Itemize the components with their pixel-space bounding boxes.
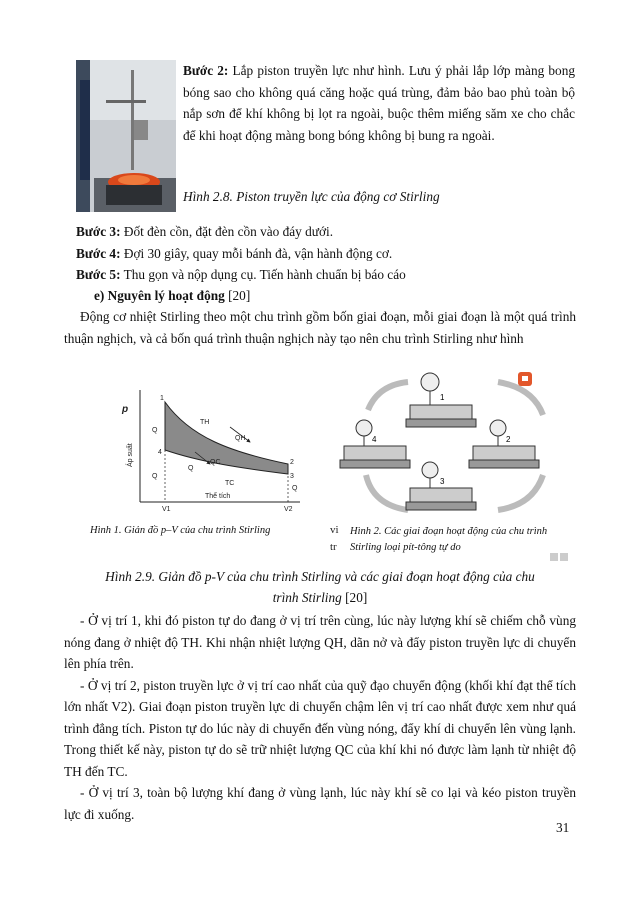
pv-point-4: 4: [158, 449, 162, 456]
caption-2-fragment-2: tr: [330, 541, 337, 553]
step-3: [76, 221, 576, 243]
pv-p-axis: p: [122, 404, 129, 415]
pv-v2: V2: [284, 506, 293, 512]
caption-1: Hình 1. Giản đồ p–V của chu trình Stirling: [90, 525, 271, 536]
pv-x-label: Thể tích: [205, 493, 231, 500]
step-4-text: Đợi 30 giây, quay mỗi bánh đà, vận hành động cơ.: [120, 245, 393, 261]
stage-4: [340, 420, 410, 468]
step-5-text: Thu gọn và nộp dụng cụ. Tiến hành chuẩn bị báo cáo: [120, 267, 406, 282]
zoom-in-icon: [560, 553, 568, 561]
step-2-text: Lắp piston truyền lực như hình. Lưu ý phải lắp lớp màng bong bóng sao cho không quá căng hoặc quá trùng, đảm bảo bao phủ toàn bộ nắp sơn để khí không bị lọt ra ngoài, buộc thêm miếng săm xe cho chắc để khi hoạt động màng bong bóng không bị bung ra ngoài.: [183, 63, 575, 143]
pv-point-2: 2: [290, 459, 294, 466]
intro-paragraph: Động cơ nhiệt Stirling theo một chu trình gồm bốn giai đoạn, mỗi giai đoạn là một quá trình thuận nghịch, và cả bốn quá trình thuận nghịch này tạo nên chu trình Stirling như hình: [64, 309, 576, 346]
step-2-paragraph: [183, 60, 575, 146]
pv-v1: V1: [162, 506, 171, 512]
section-e-ref: [20]: [224, 288, 251, 303]
body-paragraphs: [64, 610, 576, 825]
pv-q-mid: Q: [188, 465, 194, 472]
pv-q-left-bottom: Q: [152, 473, 158, 480]
figure-2-9-line-2: trình Stirling: [272, 590, 342, 605]
piston-photo: [76, 60, 176, 212]
pv-q-left-top: Q: [152, 427, 158, 434]
step-3-text: Đốt đèn cồn, đặt đèn cồn vào đáy dưới.: [120, 224, 334, 239]
pv-q-right: Q: [292, 485, 298, 492]
step-3-label: Bước 3:: [76, 224, 121, 239]
body-paragraph-1: - Ở vị trí 1, khi đó piston tự do đang ở vị trí trên cùng, lúc này lượng khí sẽ chiếm chỗ vùng nóng đang ở nhiệt độ TH. Khi nhận nhiệt lượng QH, dãn nở và đẩy piston truyền lực di chuyển lên phía trên.: [64, 613, 576, 671]
section-e-title: e) Nguyên lý hoạt động: [94, 288, 225, 303]
page-number: 31: [556, 820, 570, 835]
cycle-point-2: 2: [506, 435, 511, 444]
step-5: [76, 264, 576, 286]
figure-2-9-ref: [20]: [341, 590, 368, 605]
pv-qh: QH: [235, 435, 246, 442]
step-4-label: Bước 4:: [76, 245, 121, 261]
cycle-point-1: 1: [440, 393, 445, 402]
zoom-controls: [550, 548, 570, 556]
stage-3: [406, 462, 476, 510]
body-paragraph-3: - Ở vị trí 3, toàn bộ lượng khí đang ở vùng lạnh, lúc này khí sẽ co lại và kéo piston truyền lực đi xuống.: [64, 785, 576, 822]
cycle-point-4: 4: [372, 435, 377, 444]
steps-list: [76, 221, 576, 286]
body-paragraph-2: - Ở vị trí 2, piston truyền lực ở vị trí cao nhất của quỹ đạo chuyển động (khối khí đạt thể tích lớn nhất V2). Giai đoạn piston truyền lực di chuyển chậm lên vị trí cao nhất được xem như quá trình đẳng tích. Piston tự do lúc này di chuyển đến vùng nóng, đẩy khí di chuyển lên vùng lạnh. Trong thiết kế này, piston tự do sẽ trữ nhiệt lượng QC của khí khi nó được làm lạnh từ nhiệt độ TH đến TC.: [64, 677, 576, 779]
figure-2-9-caption: [64, 566, 576, 608]
caption-2-fragment: [330, 522, 339, 556]
pv-th: TH: [200, 419, 210, 426]
figure-2-9-line-1: Hình 2.9. Giản đồ p-V của chu trình Stirling và các giai đoạn hoạt động của chu: [105, 569, 535, 584]
pv-qc: QC: [210, 459, 221, 466]
pv-point-1: 1: [160, 395, 164, 402]
cycle-point-3: 3: [440, 477, 445, 486]
stage-1: [406, 373, 476, 427]
pv-point-3: 3: [290, 473, 294, 480]
caption-2: Hình 2. Các giai đoạn hoạt động của chu trình Stirling loại pít-tông tự do: [350, 526, 548, 553]
step-2-label: Bước 2:: [183, 63, 229, 78]
pv-tc: TC: [225, 480, 235, 487]
stage-2: [469, 420, 539, 468]
step-4: [76, 243, 576, 265]
pv-y-label: Áp suất: [127, 443, 134, 467]
zoom-out-icon: [550, 553, 558, 561]
pv-diagram: [110, 382, 310, 512]
cycle-stages-diagram: [338, 370, 570, 520]
figure-2-8-caption: Hình 2.8. Piston truyền lực của động cơ Stirling: [183, 189, 440, 204]
caption-2-fragment-1: vi: [330, 524, 339, 536]
step-5-label: Bước 5:: [76, 267, 121, 282]
section-e-heading: [94, 285, 250, 307]
